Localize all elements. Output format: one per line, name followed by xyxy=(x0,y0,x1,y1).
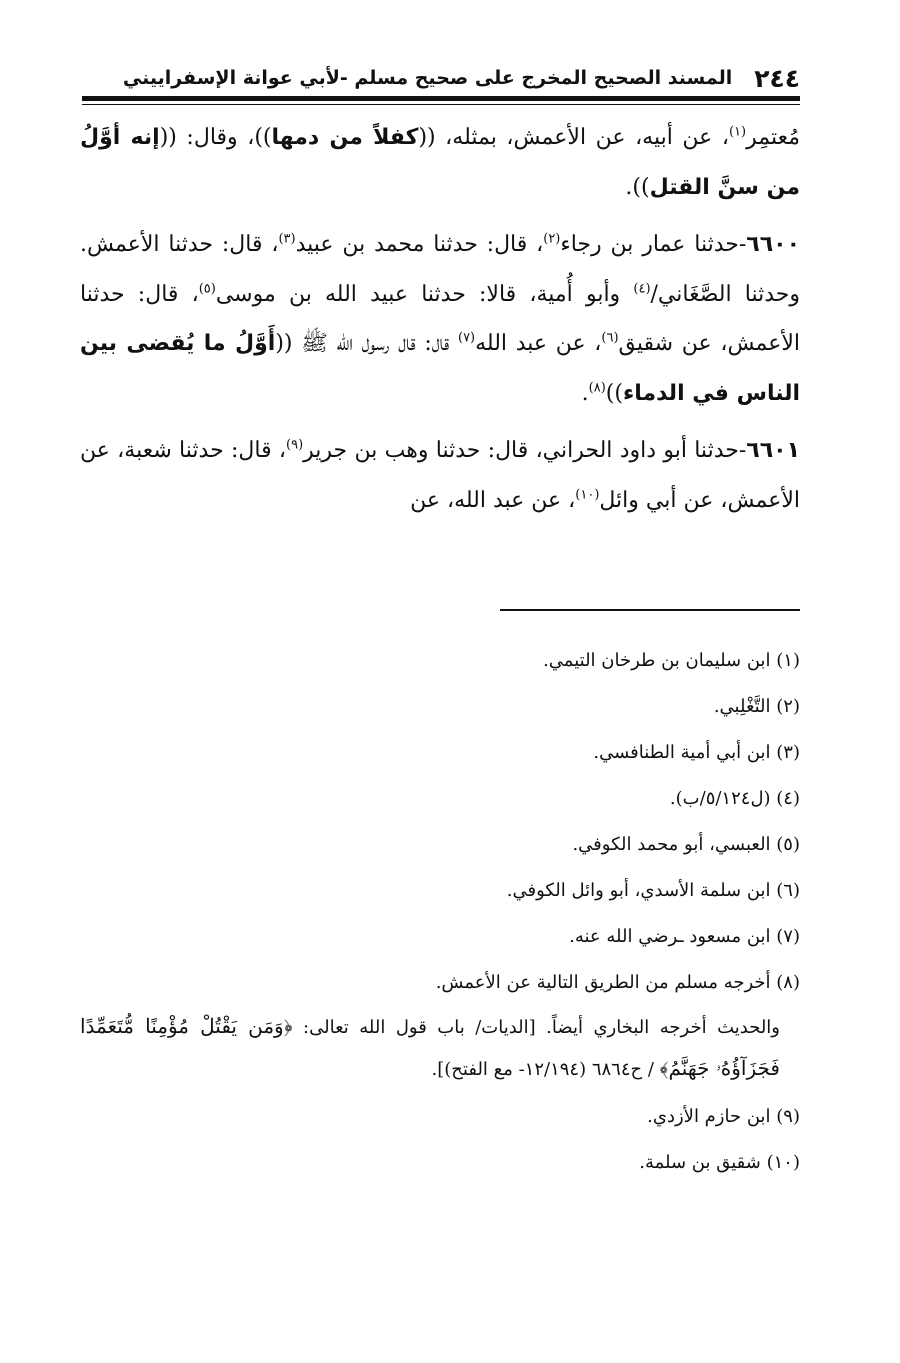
footnote-ref-9: (٩) xyxy=(286,437,304,453)
footnote-6: (٦) ابن سلمة الأسدي، أبو وائل الكوفي. xyxy=(506,880,800,901)
footnote-ref-5: (٥) xyxy=(198,281,216,297)
text-run: ، قال: حدثنا شعبة، عن الأعمش، عن أبي وائل xyxy=(80,438,800,513)
text-run: ، عن أبيه، عن الأعمش، بمثله، (( xyxy=(418,125,729,150)
header-rule-thin xyxy=(82,104,800,105)
page-header xyxy=(80,58,800,98)
footnote-9: (٩) ابن حازم الأزدي. xyxy=(647,1106,800,1127)
text-run: مُعتمِر xyxy=(746,125,801,150)
text-run: ، عن عبد الله، عن xyxy=(410,487,576,513)
footnotes xyxy=(80,638,800,1186)
text-run: ، قال: حدثنا الأعمش، عن شقيق xyxy=(80,281,800,356)
footnote-ref-8: (٨) xyxy=(588,380,606,396)
text-run: ))، وقال: (( xyxy=(159,125,272,150)
footnote-8: (٨) أخرجه مسلم من الطريق التالية عن الأعمش. xyxy=(435,972,800,993)
header-rule-thick xyxy=(82,96,800,101)
text-run: ، عن عبد الله xyxy=(475,331,602,356)
text-run: -حدثنا أبو داود الحراني، قال: حدثنا وهب بن جرير xyxy=(303,438,747,463)
footnote-ref-6: (٦) xyxy=(601,330,619,346)
footnote-1: (١) ابن سليمان بن طرخان التيمي. xyxy=(543,650,800,671)
footnote-10: (١٠) شقيق بن سلمة. xyxy=(639,1152,800,1173)
footnote-7: (٧) ابن مسعود ـرضي الله عنه. xyxy=(569,926,800,947)
text-run: قال: قال رسول الله ﷺ (( xyxy=(275,331,458,356)
text-run: )). xyxy=(625,174,650,200)
bold-quote: أَوَّلُ ما يُقضى بين الناس في الدماء xyxy=(80,331,800,406)
main-text xyxy=(80,113,800,525)
bold-quote: كفلاً من دمها xyxy=(271,125,419,150)
hadith-6600 xyxy=(80,220,800,418)
footnote-8-continuation xyxy=(80,1006,800,1090)
text-run: والحديث أخرجه البخاري أيضاً. [الديات/ باب قول الله تعالى: xyxy=(292,1017,780,1038)
bold-quote: إنه أوَّلُ من سنَّ القتل xyxy=(80,125,800,200)
footnote-5: (٥) العبسي، أبو محمد الكوفي. xyxy=(572,834,800,855)
text-run: ، قال: حدثنا الأعمش. وحدثنا الصَّغَاني/ xyxy=(80,232,801,307)
footnote-2: (٢) التَّغْلِبي. xyxy=(713,696,800,717)
footnote-3: (٣) ابن أبي أمية الطنافسي. xyxy=(593,742,800,763)
page-number: ٢٤٤ xyxy=(754,63,800,93)
text-run: ، قال: حدثنا محمد بن عبيد xyxy=(295,232,544,257)
footnote-ref-4: (٤) xyxy=(633,281,651,297)
text-run: . xyxy=(581,380,589,406)
text-run: -حدثنا عمار بن رجاء xyxy=(560,232,747,257)
footnote-ref-10: (١٠) xyxy=(575,487,600,503)
hadith-number: ٦٦٠١ xyxy=(746,438,800,463)
footnote-ref-2: (٢) xyxy=(543,231,561,247)
hadith-6601 xyxy=(80,426,800,525)
hadith-number: ٦٦٠٠ xyxy=(746,232,801,257)
text-run: )) xyxy=(605,380,623,406)
running-title: المسند الصحيح المخرج على صحيح مسلم -لأبي عوانة الإسفراييني xyxy=(122,67,733,89)
quran-quote: ﴿وَمَن يَقْتُلْ مُؤْمِنًا مُّتَعَمِّدًا فَجَزَآؤُهُۥ جَهَنَّمُ﴾ xyxy=(80,1014,780,1080)
text-run: / ح٦٨٦٤ (١٢/١٩٤- مع الفتح)]. xyxy=(431,1059,660,1080)
footnote-ref-7: (٧) xyxy=(457,330,476,346)
footnote-ref-1: (١) xyxy=(728,124,747,140)
text-run: وأبو أُمية، قالا: حدثنا عبيد الله بن موسى xyxy=(215,281,634,307)
paragraph-continuation xyxy=(80,113,800,212)
footnote-divider xyxy=(500,609,800,611)
footnote-4: (٤) (ل٥/١٢٤/ب). xyxy=(669,788,800,809)
footnote-ref-3: (٣) xyxy=(278,231,296,247)
